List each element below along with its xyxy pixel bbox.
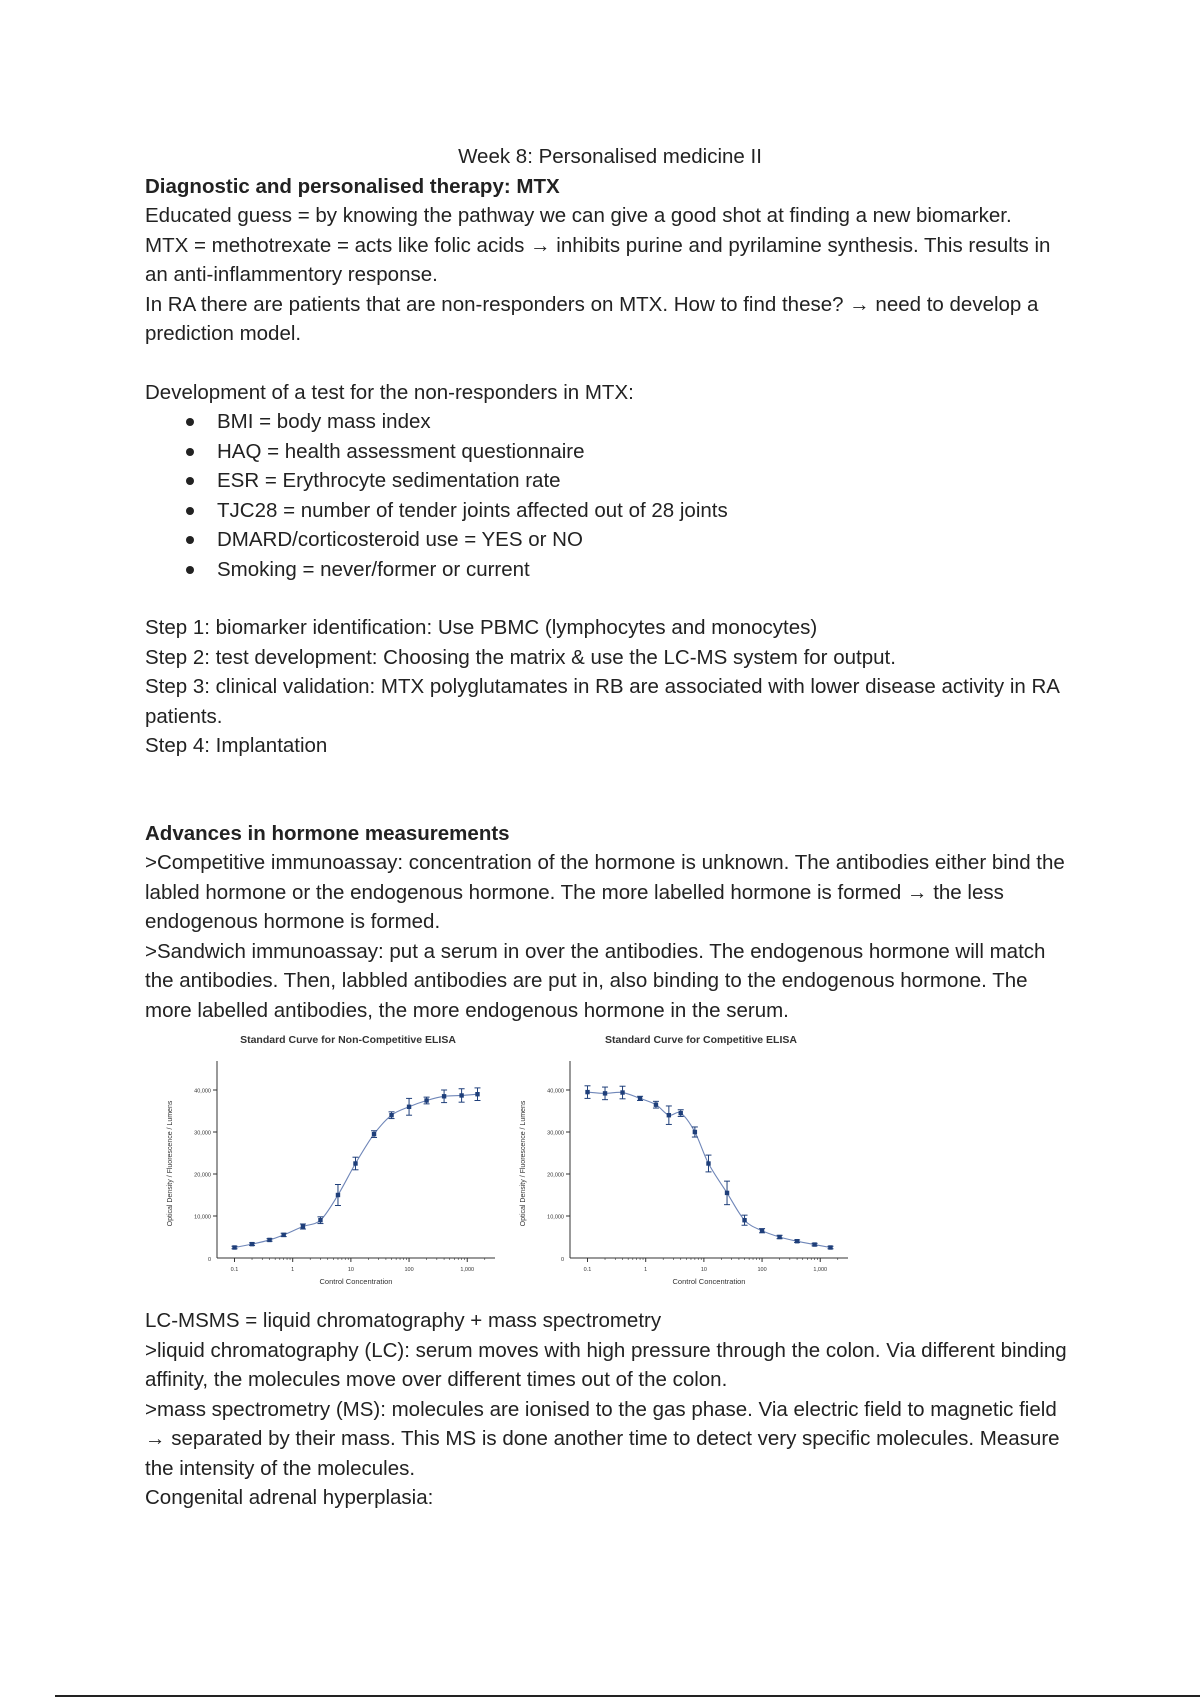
data-point [828,1245,832,1249]
bullet-icon [186,536,194,544]
paragraph: >Sandwich immunoassay: put a serum in over the antibodies. The endogenous hormone will match the antibodies. Then, labbled antibodies are put in, also binding to the endogenous hormone. The more labelled antibodies, the more endogenous hormone in the serum. [145,939,1046,1022]
data-point [301,1224,305,1228]
data-point [795,1239,799,1243]
x-tick-label: 1,000 [460,1267,475,1273]
data-point [389,1113,393,1117]
data-point [250,1242,254,1246]
data-point [812,1242,816,1246]
step-line: Step 1: biomarker identification: Use PBMC (lymphocytes and monocytes) [145,616,818,639]
chart-svg [160,1031,505,1301]
x-axis-label: Control Concentration [319,1277,393,1286]
list-item: HAQ = health assessment questionnaire [145,437,1075,467]
step-line: Step 3: clinical validation: MTX polyglutamates in RB are associated with lower disease activity in RA patients. [145,675,1059,728]
predictor-list [145,407,1075,584]
data-point [679,1111,683,1115]
chart-title: Standard Curve for Non-Competitive ELISA [240,1034,456,1046]
y-tick-label: 0 [560,1257,564,1263]
y-tick-label: 20,000 [547,1172,564,1179]
paragraph: >liquid chromatography (LC): serum moves with high pressure through the colon. Via different binding affinity, the molecules move over different times out of the colon. [145,1338,1067,1391]
paragraph: >Competitive immunoassay: concentration of the hormone is unknown. The antibodies either bind the labled hormone or the endogenous hormone. The more labelled hormone is formed → the less endogenous hormone is formed. [145,851,1065,933]
fit-curve [588,1092,831,1247]
bullet-icon [186,507,194,515]
data-point [475,1092,479,1096]
y-tick-label: 20,000 [194,1172,211,1179]
data-point [353,1161,357,1165]
fit-curve [235,1094,478,1247]
document-page [145,142,1075,1513]
list-item: DMARD/corticosteroid use = YES or NO [145,525,1075,555]
data-point [267,1238,271,1242]
list-intro: Development of a test for the non-responders in MTX: [145,380,634,404]
y-axis-label: Optical Density / Fluorescence / Lumens [167,1100,174,1227]
x-tick-label: 100 [404,1267,414,1273]
x-tick-label: 1 [644,1267,648,1273]
page-title: Week 8: Personalised medicine II [458,145,762,168]
data-point [442,1094,446,1098]
data-point [424,1098,428,1102]
list-item: BMI = body mass index [145,407,1075,437]
data-point [232,1245,236,1249]
x-tick-label: 0.1 [583,1267,592,1273]
data-point [620,1090,624,1094]
y-axis-label: Optical Density / Fluorescence / Lumens [520,1100,527,1227]
chart-title: Standard Curve for Competitive ELISA [605,1034,797,1046]
step-line: Step 2: test development: Choosing the matrix & use the LC-MS system for output. [145,645,896,669]
data-point [777,1235,781,1239]
data-point [318,1218,322,1222]
data-point [760,1229,764,1233]
data-point [336,1193,340,1197]
x-tick-label: 1 [291,1267,295,1273]
bullet-icon [186,566,194,574]
y-tick-label: 0 [207,1257,211,1263]
paragraph: Educated guess = by knowing the pathway we can give a good shot at finding a new biomarker. [145,204,1012,227]
y-tick-label: 10,000 [194,1214,211,1221]
data-point [603,1091,607,1095]
bullet-icon [186,477,194,485]
data-point [693,1130,697,1134]
data-point [459,1093,463,1097]
x-tick-label: 0.1 [230,1267,239,1273]
bullet-icon [186,448,194,456]
bullet-icon [186,418,194,426]
data-point [372,1132,376,1136]
y-tick-label: 30,000 [194,1130,211,1137]
data-point [585,1090,589,1094]
x-tick-label: 1,000 [813,1267,828,1273]
paragraph: LC-MSMS = liquid chromatography + mass spectrometry [145,1309,662,1332]
page-bottom-rule [55,1695,1200,1697]
list-item: Smoking = never/former or current [145,555,1075,585]
list-item: ESR = Erythrocyte sedimentation rate [145,466,1075,496]
data-point [281,1233,285,1237]
y-tick-label: 40,000 [547,1088,564,1095]
x-axis-label: Control Concentration [672,1277,746,1286]
data-point [667,1113,671,1117]
paragraph: In RA there are patients that are non-responders on MTX. How to find these? → need to develop a prediction model. [145,292,1039,345]
x-tick-label: 100 [757,1267,767,1273]
section-heading-hormones: Advances in hormone measurements [145,821,510,845]
paragraph: Congenital adrenal hyperplasia: [145,1486,434,1509]
chart-noncompetitive-elisa [160,1031,505,1301]
step-line: Step 4: Implantation [145,734,328,757]
section-heading-mtx: Diagnostic and personalised therapy: MTX [145,174,560,198]
data-point [407,1105,411,1109]
y-tick-label: 10,000 [547,1214,564,1221]
x-tick-label: 10 [700,1267,707,1273]
list-item: TJC28 = number of tender joints affected out of 28 joints [145,496,1075,526]
paragraph: >mass spectrometry (MS): molecules are ionised to the gas phase. Via electric field to magnetic field → separated by their mass. This MS is done another time to detect very specific molecules. Measure the intensity of the molecules. [145,1397,1060,1480]
paragraph: MTX = methotrexate = acts like folic acids → inhibits purine and pyrilamine synthesis. This results in an anti-inflammentory response. [145,233,1051,286]
y-tick-label: 30,000 [547,1130,564,1137]
data-point [742,1218,746,1222]
data-point [725,1191,729,1195]
data-point [638,1096,642,1100]
y-tick-label: 40,000 [194,1088,211,1095]
chart-competitive-elisa [513,1031,858,1301]
x-tick-label: 10 [347,1267,354,1273]
chart-svg [513,1031,858,1301]
data-point [654,1103,658,1107]
elisa-figure [145,1031,1075,1306]
data-point [706,1161,710,1165]
